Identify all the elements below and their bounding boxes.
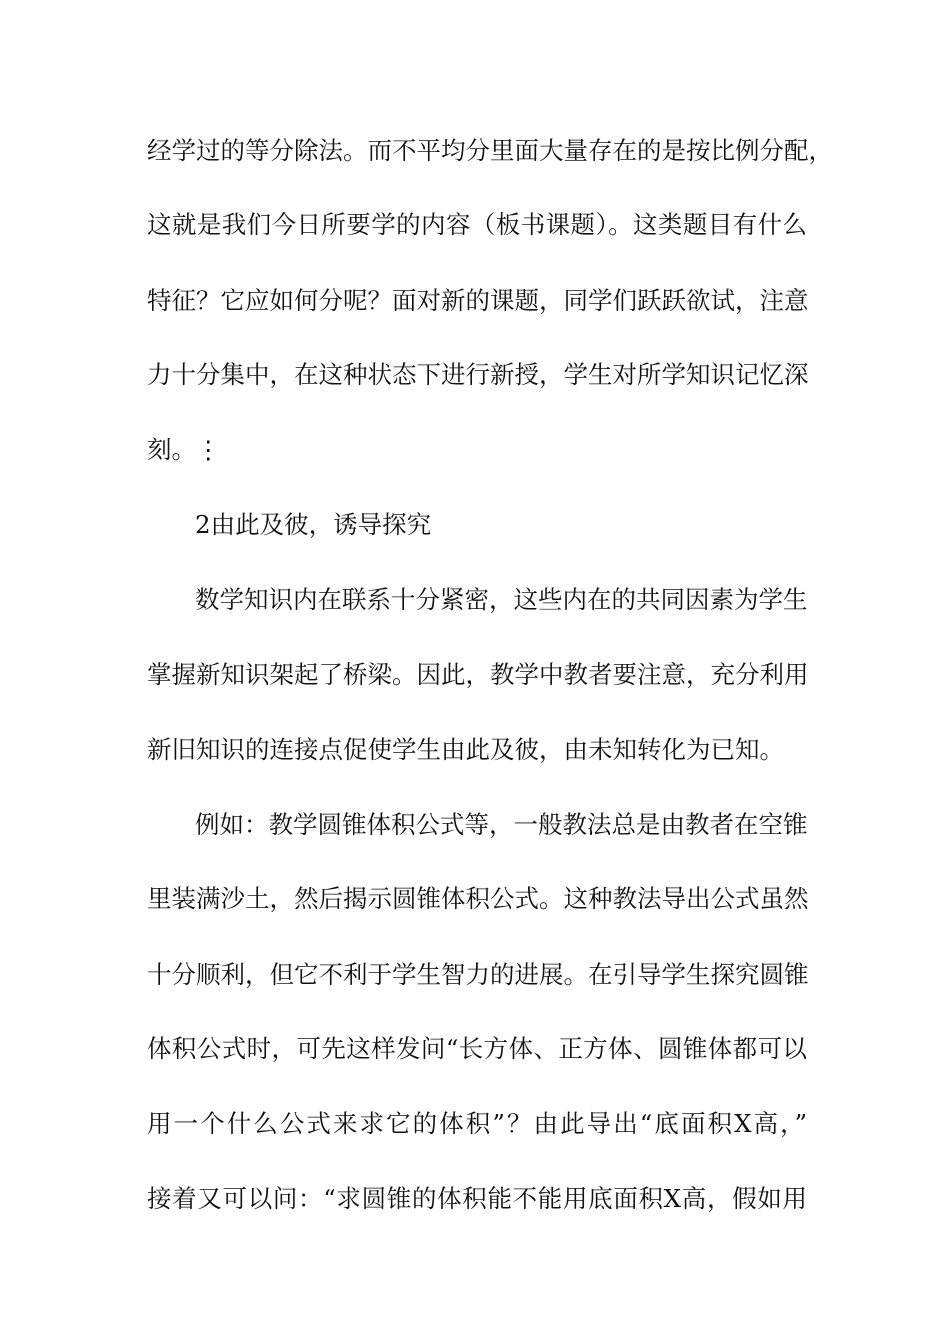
body-text-line: 例如：教学圆锥体积公式等，一般教法总是由教者在空锥	[195, 810, 808, 839]
body-text-line: 接着又可以问：“求圆锥的体积能不能用底面积X高，假如用	[147, 1184, 807, 1213]
body-text-line: 特征？它应如何分呢？面对新的课题，同学们跃跃欲试，注意	[147, 286, 809, 315]
body-text-line: 新旧知识的连接点促使学生由此及彼，由未知转化为已知。	[147, 735, 784, 764]
body-text-line: 掌握新知识架起了桥梁。因此，教学中教者要注意，充分利用	[147, 660, 809, 689]
body-text-line: 刻。⋮	[147, 435, 221, 464]
body-text-line: 体积公式时，可先这样发问“长方体、正方体、圆锥体都可以	[147, 1034, 807, 1063]
body-text-line: 数学知识内在联系十分紧密，这些内在的共同因素为学生	[195, 585, 808, 614]
body-text-line: 十分顺利，但它不利于学生智力的进展。在引导学生探究圆锥	[147, 960, 809, 989]
body-text-line: 力十分集中，在这种状态下进行新授，学生对所学知识记忆深	[147, 360, 809, 389]
body-text-line: 里装满沙土，然后揭示圆锥体积公式。这种教法导出公式虽然	[147, 884, 809, 913]
section-heading: 2由此及彼，诱导探究	[195, 510, 432, 539]
body-text-line: 经学过的等分除法。而不平均分里面大量存在的是按比例分配，	[147, 136, 833, 165]
body-text-line: 用一个什么公式来求它的体积”？由此导出“底面积X高，”	[147, 1109, 807, 1138]
body-text-line: 这就是我们今日所要学的内容（板书课题）。这类题目有什么	[147, 210, 807, 239]
